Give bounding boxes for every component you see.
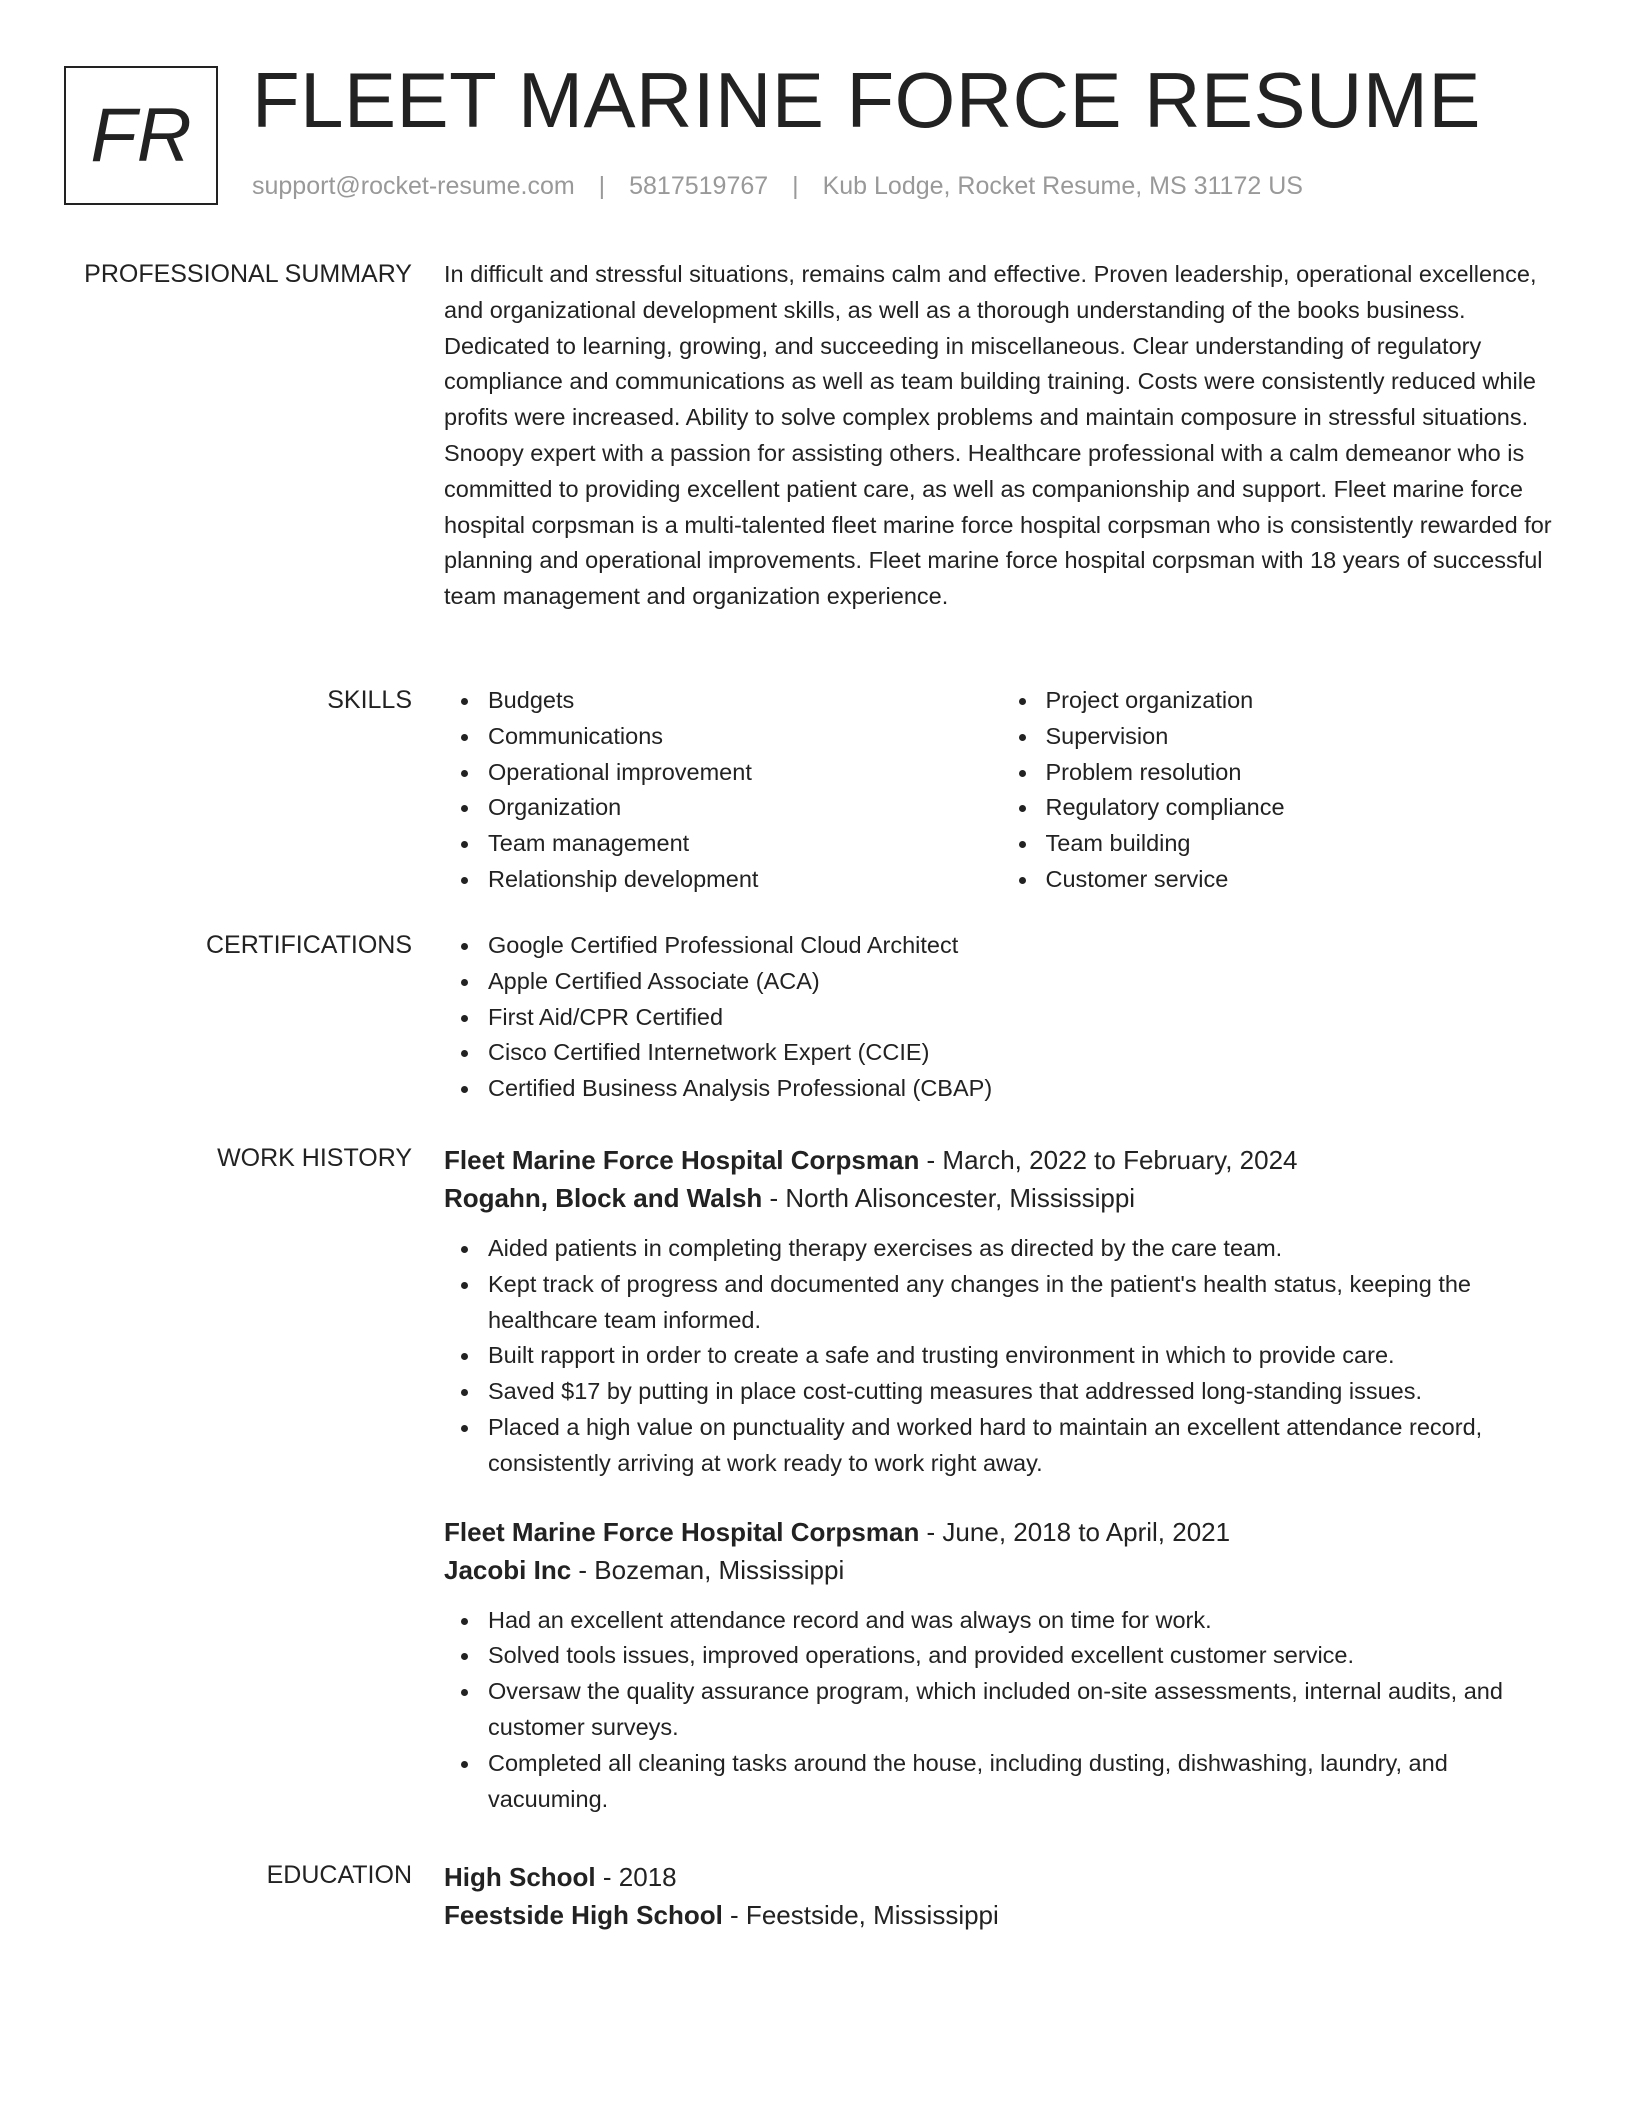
certification-item: Google Certified Professional Cloud Architect [488,928,1559,964]
work-history-content [444,1141,1559,1817]
education-degree: High School [444,1862,596,1892]
job-bullet: Placed a high value on punctuality and worked hard to maintain an excellent attendance record, consistently arriving at work ready to work right away. [488,1410,1559,1482]
job-bullet: Aided patients in completing therapy exercises as directed by the care team. [488,1231,1559,1267]
job-location: - Bozeman, Mississippi [571,1554,845,1585]
section-label: SKILLS [327,686,412,714]
job-entry [444,1141,1559,1482]
skills-content [444,683,1559,898]
education-school: Feestside High School [444,1900,723,1930]
contact-line [252,172,1303,201]
job-location: - North Alisoncester, Mississippi [762,1183,1136,1213]
job-title-line [444,1513,1559,1551]
job-company-line [444,1551,1559,1589]
job-bullets [444,1603,1559,1818]
skills-list-left [444,683,1002,898]
job-company-line [444,1179,1559,1217]
job-bullet: Completed all cleaning tasks around the house, including dusting, dishwashing, laundry, and vacuuming. [488,1746,1559,1818]
job-bullet: Kept track of progress and documented any changes in the patient's health status, keeping the healthcare team informed. [488,1267,1559,1339]
contact-separator: | [792,172,799,200]
skill-item: Problem resolution [1046,755,1560,791]
education-degree-line [444,1858,1559,1896]
certifications-content [444,928,1559,1107]
skill-item: Customer service [1046,862,1560,898]
summary-content [444,257,1559,615]
section-label: PROFESSIONAL SUMMARY [84,260,412,288]
section-label: CERTIFICATIONS [205,931,412,959]
certifications-list [444,928,1559,1107]
job-bullet: Built rapport in order to create a safe and trusting environment in which to provide care. [488,1338,1559,1374]
job-company: Jacobi Inc [444,1554,572,1585]
education-content [444,1858,1559,1934]
certification-item: Cisco Certified Internetwork Expert (CCIE) [488,1035,1559,1071]
job-bullet: Had an excellent attendance record and was always on time for work. [488,1603,1559,1639]
job-bullet: Saved $17 by putting in place cost-cutting measures that addressed long-standing issues. [488,1374,1559,1410]
education-location: - Feestside, Mississippi [722,1900,999,1930]
education-school-line [444,1896,1559,1934]
skill-item: Relationship development [488,862,1002,898]
skill-item: Project organization [1046,683,1560,719]
skill-item: Team building [1046,826,1560,862]
job-bullets [444,1231,1559,1482]
job-title: Fleet Marine Force Hospital Corpsman [444,1516,920,1547]
contact-phone: 5817519767 [629,172,769,200]
certification-item: Certified Business Analysis Professional (CBAP) [488,1071,1559,1107]
education-year: - 2018 [595,1862,677,1892]
job-dates: - June, 2018 to April, 2021 [919,1516,1231,1547]
skills-list-right [1002,683,1560,898]
contact-address: Kub Lodge, Rocket Resume, MS 31172 US [822,172,1303,200]
skill-item: Supervision [1046,719,1560,755]
job-entry [444,1513,1559,1818]
skill-item: Regulatory compliance [1046,790,1560,826]
contact-separator: | [598,172,606,200]
skill-item: Team management [488,826,1002,862]
job-company: Rogahn, Block and Walsh [444,1183,763,1213]
skill-item: Communications [488,719,1002,755]
summary-text: In difficult and stressful situations, remains calm and effective. Proven leadership, operational excellence, and organizational development skills, as well as a thorough understanding of the books business. Dedicated to learning, growing, and succeeding in miscellaneous. Clear understanding of regulatory compliance and communications as well as team building training. Costs were consistently reduced while profits were increased. Ability to solve complex problems and maintain composure in stressful situations. Snoopy expert with a passion for assisting others. Healthcare professional with a calm demeanor who is committed to providing excellent patient care, as well as companionship and support. Fleet marine force hospital corpsman is a multi-talented fleet marine force hospital corpsman who is consistently rewarded for planning and operational improvements. Fleet marine force hospital corpsman with 18 years of successful team management and organization experience. [444,261,1552,610]
section-label: EDUCATION [266,1861,412,1889]
contact-email: support@rocket-resume.com [252,172,575,200]
skill-item: Budgets [488,683,1002,719]
section-label: WORK HISTORY [217,1144,412,1172]
skill-item: Organization [488,790,1002,826]
job-dates: - March, 2022 to February, 2024 [919,1145,1298,1175]
job-title-line [444,1141,1559,1179]
job-bullet: Oversaw the quality assurance program, which included on-site assessments, internal audits, and customer surveys. [488,1674,1559,1746]
resume-title: FLEET MARINE FORCE RESUME [252,56,1481,144]
job-bullet: Solved tools issues, improved operations, and provided excellent customer service. [488,1638,1559,1674]
certification-item: Apple Certified Associate (ACA) [488,964,1559,1000]
job-title: Fleet Marine Force Hospital Corpsman [444,1145,920,1175]
monogram-box: FR [64,66,218,205]
skill-item: Operational improvement [488,755,1002,791]
certification-item: First Aid/CPR Certified [488,1000,1559,1036]
